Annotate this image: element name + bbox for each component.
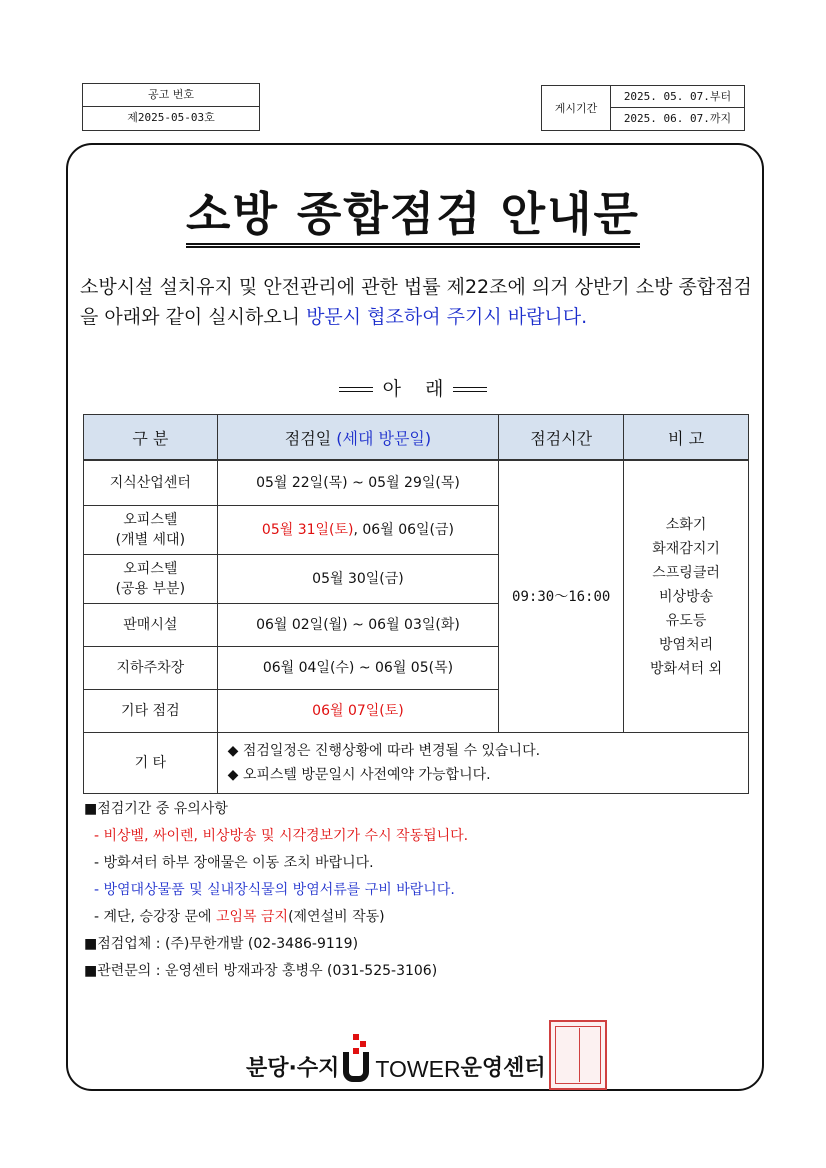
intro-highlight: 방문시 협조하여 주기시 바랍니다. (306, 306, 588, 328)
contact-info: ■관련문의 : 운영센터 방재과장 홍병우 (031-525-3106) (84, 963, 438, 979)
notice-label: 공고 번호 (147, 88, 194, 101)
row-category: 지식산업센터 (84, 460, 218, 506)
row-category: 오피스텔 (개별 세대) (84, 506, 218, 555)
header-remarks: 비 고 (624, 415, 749, 461)
official-seal-icon (549, 1020, 607, 1090)
footer-tower: TOWER (375, 1056, 461, 1082)
table-row (84, 460, 749, 506)
row-date: 06월 02일(월) ~ 06월 03일(화) (217, 604, 499, 647)
inspection-time: 09:30～16:00 (499, 460, 624, 733)
precaution-item: - 비상벨, 싸이렌, 비상방송 및 시각경보기가 수시 작동됩니다. (94, 828, 469, 844)
precaution-item: - 계단, 승강장 문에 고임목 금지(제연설비 작동) (94, 909, 385, 925)
notice-number-box (82, 83, 260, 131)
schedule-table (83, 414, 749, 794)
utower-logo-icon (343, 1034, 373, 1084)
row-date: 05월 31일(토), 06월 06일(금) (217, 506, 499, 555)
posting-period-label: 게시기간 (542, 86, 611, 130)
intro-text (80, 272, 760, 332)
intro-body: 소방시설 설치유지 및 안전관리에 관한 법률 제22조에 의거 상반기 소방 종합점검을 아래와 같이 실시하오니 (80, 276, 752, 328)
row-date: 05월 22일(목) ~ 05월 29일(목) (217, 460, 499, 506)
row-date: 05월 30일(금) (217, 555, 499, 604)
header-date: 점검일 (세대 방문일) (217, 415, 499, 461)
precautions (84, 796, 744, 985)
precaution-item: - 방화셔터 하부 장애물은 이동 조치 바랍니다. (94, 855, 374, 871)
header-category: 구 분 (84, 415, 218, 461)
notice-number: 제2025-05-03호 (83, 106, 259, 129)
page-title: 소방 종합점검 안내문 (0, 178, 826, 244)
below-heading (0, 374, 826, 401)
header-time: 점검시간 (499, 415, 624, 461)
posting-period-box (541, 85, 745, 131)
inspection-company: ■점검업체 : (주)무한개발 (02-3486-9119) (84, 936, 359, 952)
row-category: 판매시설 (84, 604, 218, 647)
posting-to: 2025. 06. 07.까지 (611, 107, 744, 129)
row-date: 06월 04일(수) ~ 06월 05(목) (217, 647, 499, 690)
precaution-item: - 방염대상물품 및 실내장식물의 방염서류를 구비 바랍니다. (94, 882, 455, 898)
row-category: 지하주차장 (84, 647, 218, 690)
table-row (84, 733, 749, 794)
row-category: 오피스텔 (공용 부분) (84, 555, 218, 604)
footer-logo (246, 1024, 546, 1084)
etc-notes: ◆ 점검일정은 진행상황에 따라 변경될 수 있습니다. ◆ 오피스텔 방문일시 사전예약 가능합니다. (217, 733, 748, 794)
row-category: 기타 점검 (84, 690, 218, 733)
etc-label: 기 타 (84, 733, 218, 794)
footer-prefix: 분당·수지 (246, 1056, 340, 1081)
precautions-heading: ■점검기간 중 유의사항 (84, 801, 228, 817)
remarks-list: 소화기 화재감지기 스프링클러 비상방송 유도등 방염처리 방화셔터 외 (624, 460, 749, 733)
below-heading-text: 아 래 (382, 378, 444, 400)
footer-suffix: 운영센터 (460, 1056, 546, 1081)
posting-from: 2025. 05. 07.부터 (623, 90, 732, 103)
row-date: 06월 07일(토) (217, 690, 499, 733)
